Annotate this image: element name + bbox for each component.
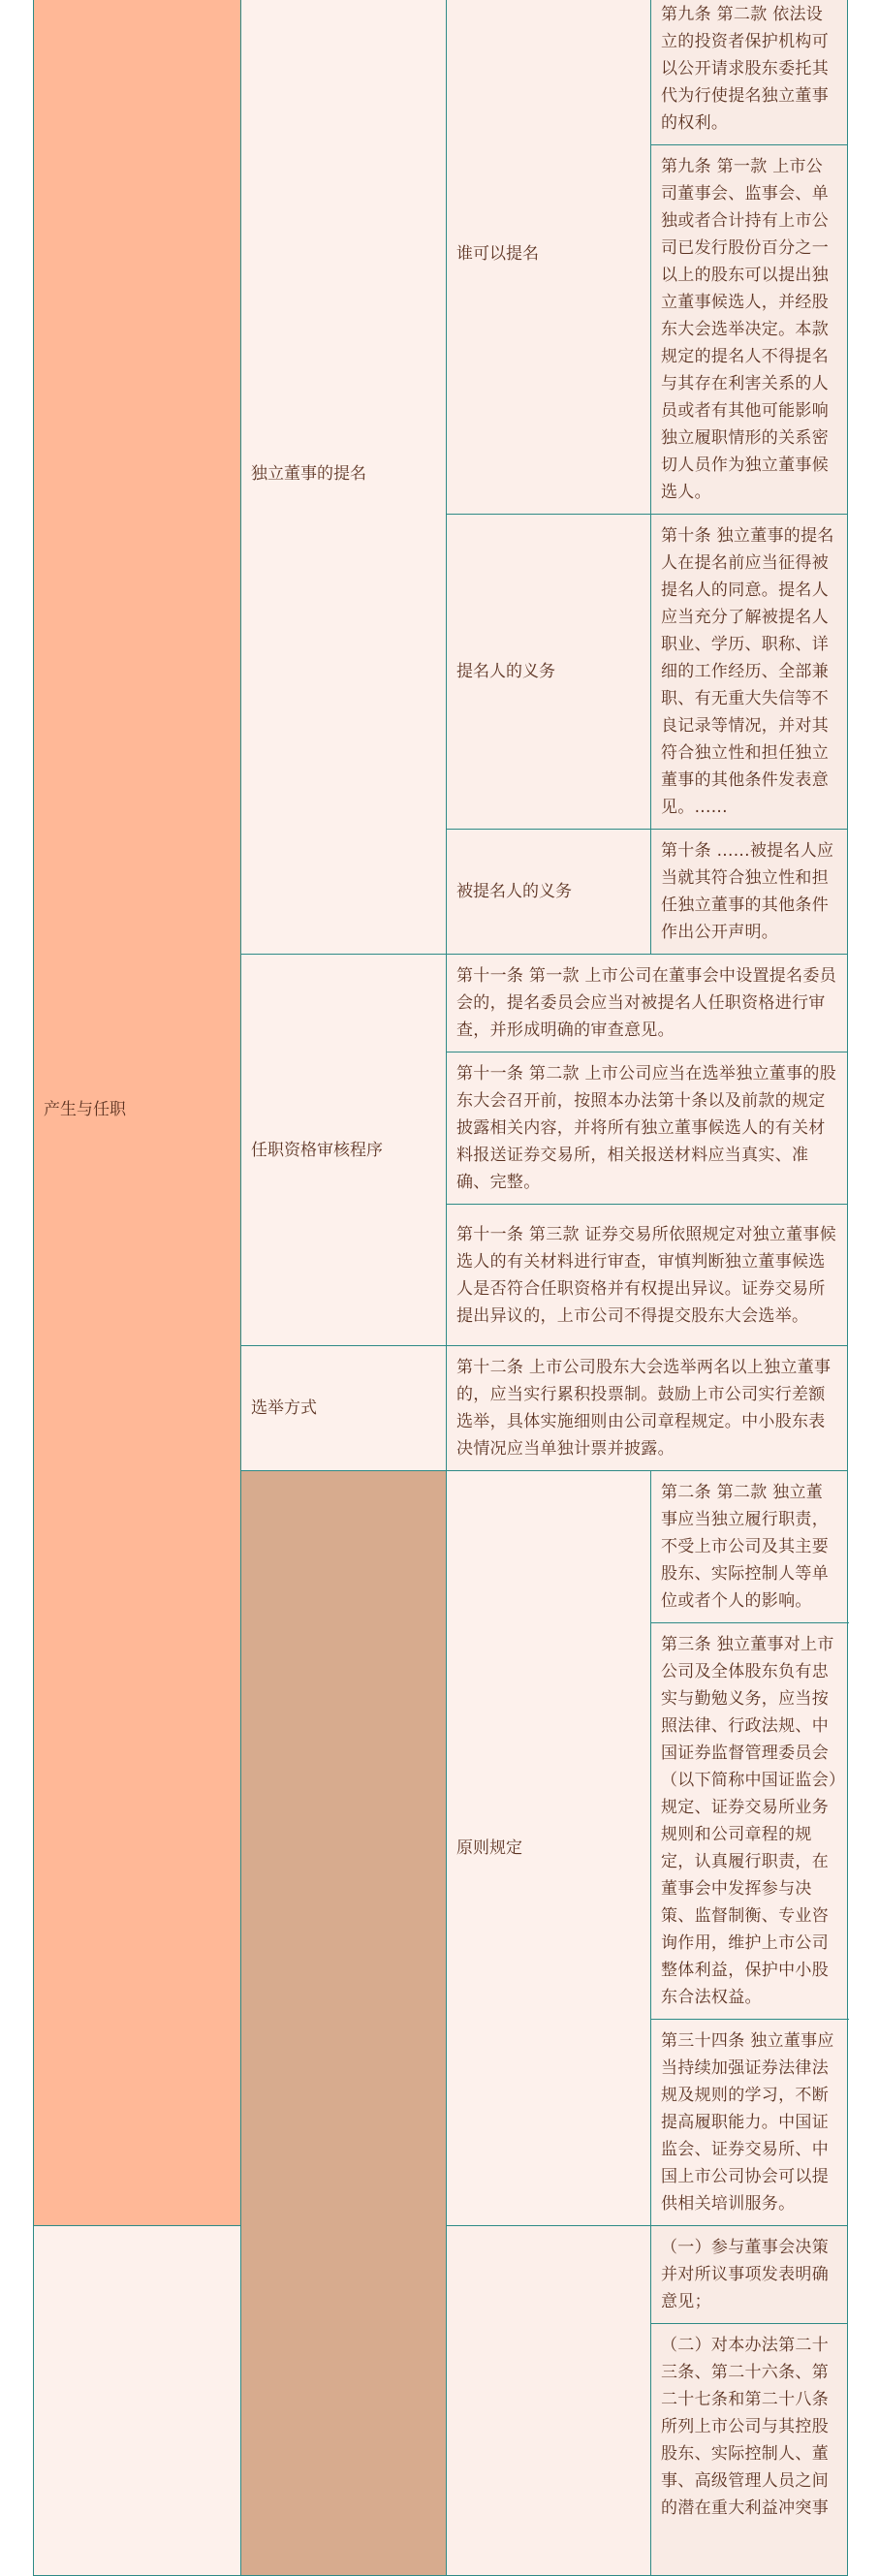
article-cell: 第九条 第二款 依法设立的投资者保护机构可以公开请求股东委托其代为行使提名独立董事的权利。 — [651, 0, 848, 145]
article-cell: 第十一条 第一款 上市公司在董事会中设置提名委员会的，提名委员会应当对被提名人任职资格进行审查，并形成明确的审查意见。 — [447, 955, 848, 1052]
article-cell: （二）对本办法第二十三条、第二十六条、第二十七条和第二十八条所列上市公司与其控股股东、实际控制人、董事、高级管理人员之间的潜在重大利益冲突事 — [651, 2324, 848, 2576]
subgroup-label: 被提名人的义务 — [447, 830, 651, 955]
subgroup-label: 提名人的义务 — [447, 515, 651, 830]
subgroup-label — [447, 2226, 651, 2576]
article-cell: 第十一条 第三款 证券交易所依照规定对独立董事候选人的有关材料进行审查，审慎判断独立董事候选人是否符合任职资格并有权提出异议。证券交易所提出异议的，上市公司不得提交股东大会选举。 — [447, 1205, 848, 1346]
regulation-table — [33, 0, 848, 2576]
subgroup-label: 谁可以提名 — [447, 0, 651, 515]
group-label: 原则规定 — [447, 1471, 651, 2226]
article-cell: 第十条 独立董事的提名人在提名前应当征得被提名人的同意。提名人应当充分了解被提名人职业、学历、职称、详细的工作经历、全部兼职、有无重大失信等不良记录等情况，并对其符合独立性和担任独立董事的其他条件发表意见。...... — [651, 515, 848, 830]
article-cell: 第三十四条 独立董事应当持续加强证券法律法规及规则的学习，不断提高履职能力。中国证监会、证券交易所、中国上市公司协会可以提供相关培训服务。 — [651, 2020, 848, 2226]
group-label: 任职资格审核程序 — [241, 955, 447, 1346]
section-label: 产生与任职 — [34, 0, 241, 2226]
group-label: 选举方式 — [241, 1346, 447, 1471]
table-row — [34, 0, 848, 145]
article-cell: 第二条 第二款 独立董事应当独立履行职责，不受上市公司及其主要股东、实际控制人等单位或者个人的影响。 — [651, 1471, 848, 1623]
article-cell: （一）参与董事会决策并对所议事项发表明确意见； — [651, 2226, 848, 2324]
article-cell: 第九条 第一款 上市公司董事会、监事会、单独或者合计持有上市公司已发行股份百分之一以上的股东可以提出独立董事候选人，并经股东大会选举决定。本款规定的提名人不得提名与其存在利害关系的人员或者有其他可能影响独立履职情形的关系密切人员作为独立董事候选人。 — [651, 145, 848, 515]
article-cell: 第十二条 上市公司股东大会选举两名以上独立董事的，应当实行累积投票制。鼓励上市公司实行差额选举，具体实施细则由公司章程规定。中小股东表决情况应当单独计票并披露。 — [447, 1346, 848, 1471]
article-cell: 第十一条 第二款 上市公司应当在选举独立董事的股东大会召开前，按照本办法第十条以及前款的规定披露相关内容，并将所有独立董事候选人的有关材料报送证券交易所，相关报送材料应当真实、准确、完整。 — [447, 1052, 848, 1205]
article-cell: 第三条 独立董事对上市公司及全体股东负有忠实与勤勉义务，应当按照法律、行政法规、中国证券监督管理委员会（以下简称中国证监会）规定、证券交易所业务规则和公司章程的规定，认真履行职责，在董事会中发挥参与决策、监督制衡、专业咨询作用，维护上市公司整体利益，保护中小股东合法权益。 — [651, 1623, 848, 2020]
group-label: 独立董事的提名 — [241, 0, 447, 955]
article-cell: 第十条 ......被提名人应当就其符合独立性和担任独立董事的其他条件作出公开声明。 — [651, 830, 848, 955]
group-label — [34, 2226, 241, 2576]
section-label — [241, 1471, 447, 2576]
